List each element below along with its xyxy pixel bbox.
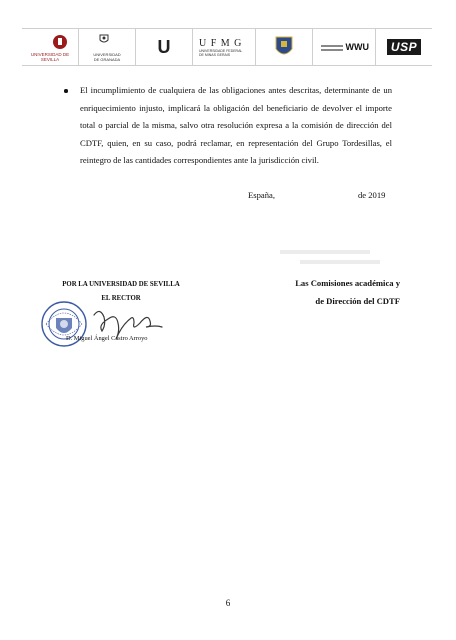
bullet-text: El incumplimiento de cualquiera de las obligaciones antes descritas, determinante de un enriquecimiento injusto, implicará la obligación del beneficiario de devolver el importe total o parcial de la misma, salvo otra resolución expresa a la comisión de dirección del CDTF, quien, en su caso, podrá reclamar, en representación del Grupo Tordesillas, el reintegro de las cantidades correspondientes ante la jurisdicción civil.	[80, 85, 392, 165]
ufmg-logo-word: U F M G	[199, 37, 243, 49]
logo-universidad-granada	[78, 29, 135, 65]
right-signatory-block	[272, 274, 400, 310]
granada-logo-line1: UNIVERSIDAD	[93, 52, 121, 57]
wwu-logo-text: WWU	[345, 42, 369, 52]
left-signatory-line2: EL RECTOR	[101, 295, 141, 302]
logo-u	[135, 29, 192, 65]
university-crest-icon	[275, 35, 293, 59]
sevilla-logo-text: UNIVERSIDAD DE SEVILLA	[30, 52, 70, 62]
date-place: España,	[248, 190, 275, 200]
logo-usp	[375, 29, 432, 65]
left-signatory-name: D. Miguel Ángel Castro Arroyo	[66, 335, 148, 342]
u-logo-letter: U	[157, 36, 171, 57]
right-signatory-line1: Las Comisiones académica y	[295, 278, 400, 288]
wwu-bars-icon	[321, 42, 343, 52]
logo-wwu	[312, 29, 375, 65]
logo-band	[22, 28, 432, 66]
date-line	[248, 190, 386, 200]
page-number: 6	[225, 598, 231, 608]
logo-ufmg	[192, 29, 255, 65]
bullet-item	[62, 82, 392, 170]
bullet-dot-icon	[62, 82, 80, 170]
date-year: de 2019	[358, 190, 386, 200]
document-body	[62, 82, 392, 170]
logo-crest	[255, 29, 312, 65]
logo-universidad-sevilla	[22, 29, 78, 65]
left-signatory-line1: POR LA UNIVERSIDAD DE SEVILLA	[62, 281, 180, 288]
usp-logo-text: USP	[387, 39, 421, 55]
granada-crest-icon	[98, 33, 110, 45]
right-signatory-line2: de Dirección del CDTF	[315, 296, 400, 306]
show-through-smudge	[280, 248, 390, 268]
ufmg-logo-subtitle: UNIVERSIDADE FEDERAL DE MINAS GERAIS	[199, 48, 243, 57]
sevilla-crest-icon	[52, 34, 68, 50]
granada-logo-line2: DE GRANADA	[93, 57, 121, 62]
